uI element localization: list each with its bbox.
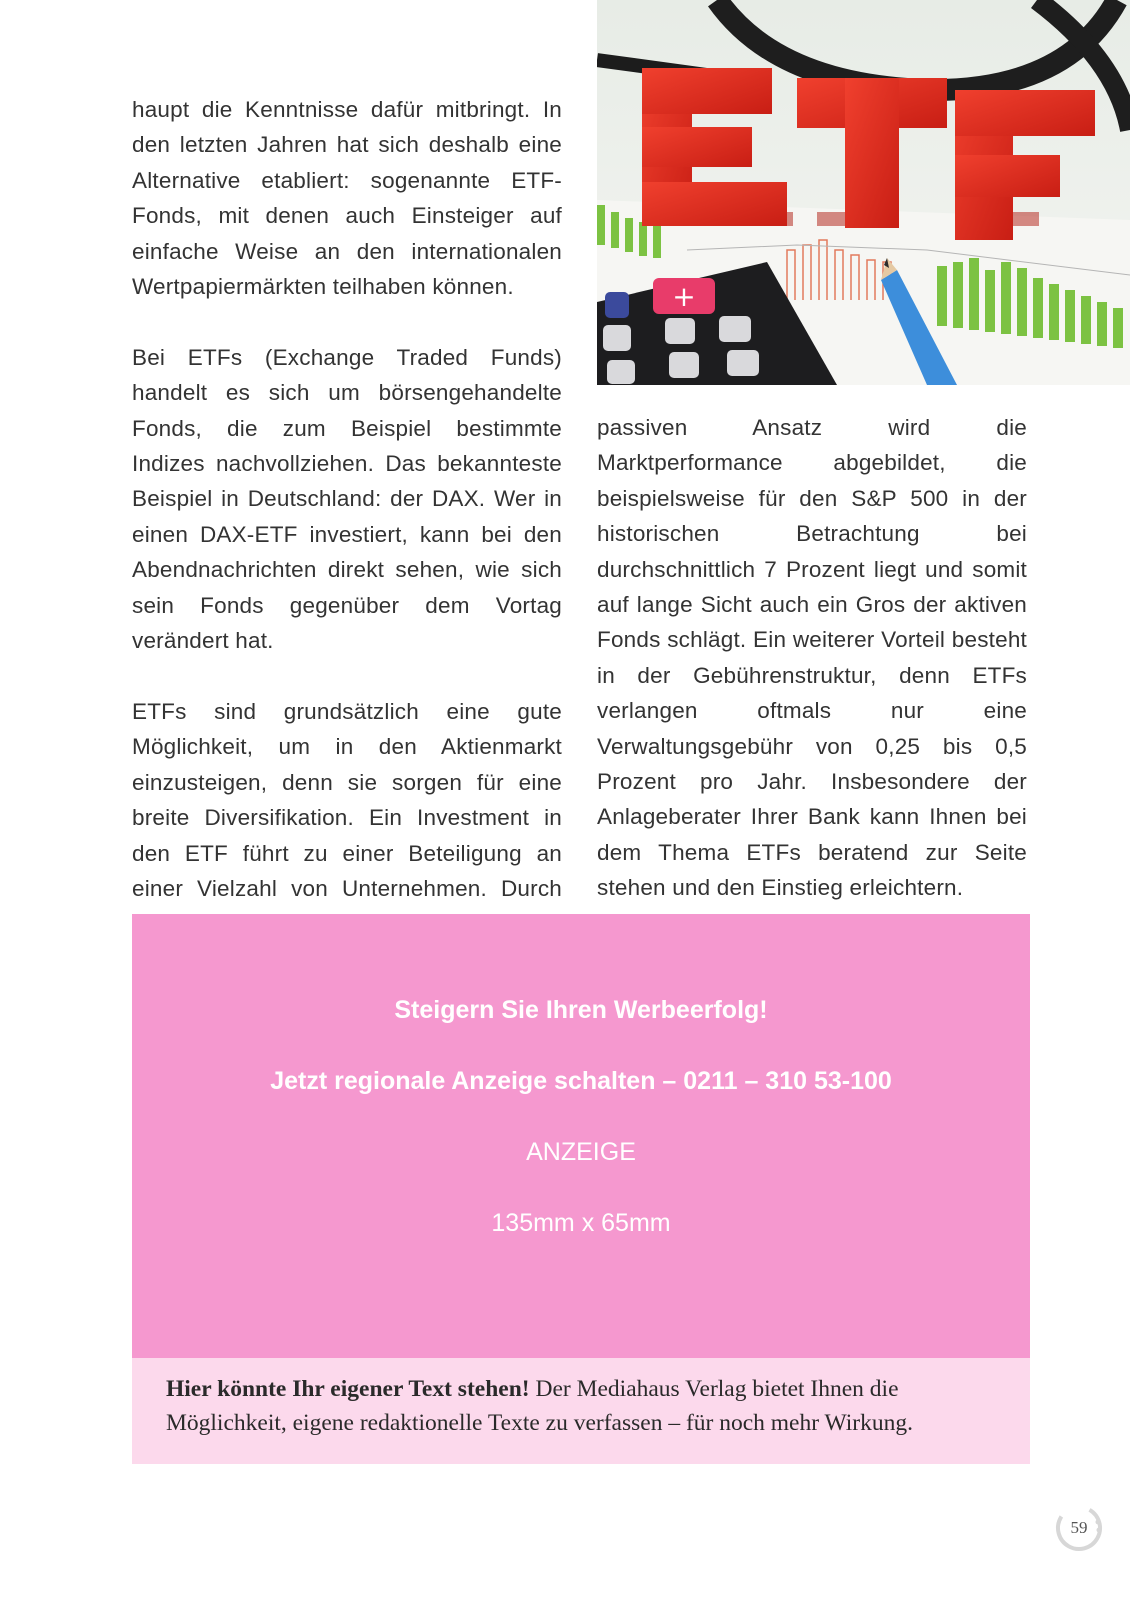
calculator-key-label: + (672, 280, 696, 313)
ad-label: ANZEIGE (526, 1138, 636, 1166)
etf-photo (597, 0, 1130, 385)
page-number: 59 (1070, 1518, 1088, 1537)
ad-phone-line: Jetzt regionale Anzeige schalten – 0211 – 310 53-100 (270, 1067, 892, 1095)
advertorial-lead: Hier könnte Ihr eigener Text stehen! (166, 1376, 530, 1402)
advertorial-body: Der Mediahaus Verlag bietet Ihnen die Möglichkeit, eigene redaktionelle Texte zu verfassen – für noch mehr Wirkung. (166, 1376, 913, 1436)
page-number-badge (1054, 1503, 1104, 1553)
text-column-left (132, 92, 562, 942)
ad-headline: Steigern Sie Ihren Werbeerfolg! (394, 996, 768, 1024)
text-column-right (597, 410, 1027, 906)
ad-size: 135mm x 65mm (491, 1209, 671, 1237)
advertorial-text (166, 1372, 994, 1440)
ad-placeholder (132, 914, 1030, 1358)
paragraph: haupt die Kenntnisse dafür mitbringt. In den letzten Jahren hat sich deshalb eine Alternative etabliert: sogenannte ETF-Fonds, mit denen auch Einsteiger auf einfache Weise an den internationalen Wertpapiermärkten teilhaben können. (132, 97, 562, 300)
paragraph: passiven Ansatz wird die Marktperformance abgebildet, die beispielsweise für den S&P 500 in der historischen Betrachtung bei durchschnittlich 7 Prozent liegt und somit auf lange Sicht auch ein Gros der aktiven Fonds schlägt. Ein weiterer Vorteil besteht in der Gebührenstruktur, denn ETFs verlangen oftmals nur eine Verwaltungsgebühr von 0,25 bis 0,5 Prozent pro Jahr. Insbesondere der Anlageberater Ihrer Bank kann Ihnen bei dem Thema ETFs beratend zur Seite stehen und den Einstieg erleichtern. (597, 415, 1027, 901)
advertorial-text-box (132, 1358, 1030, 1464)
paragraph: Bei ETFs (Exchange Traded Funds) handelt es sich um börsengehandelte Fonds, die zum Beispiel bestimmte Indizes nachvollziehen. Das bekannteste Beispiel in Deutschland: der DAX. Wer in einen DAX-ETF investiert, kann bei den Abendnachrichten direkt sehen, wie sich sein Fonds gegenüber dem Vortag verändert hat. (132, 344, 562, 654)
paragraph: ETFs sind grundsätzlich eine gute Möglichkeit, um in den Aktienmarkt einzusteigen, denn sie sorgen für eine breite Diversifikation. Ein Investment in den ETF führt zu einer Beteiligung an einer Vielzahl von Unternehmen. Durch (132, 698, 562, 901)
